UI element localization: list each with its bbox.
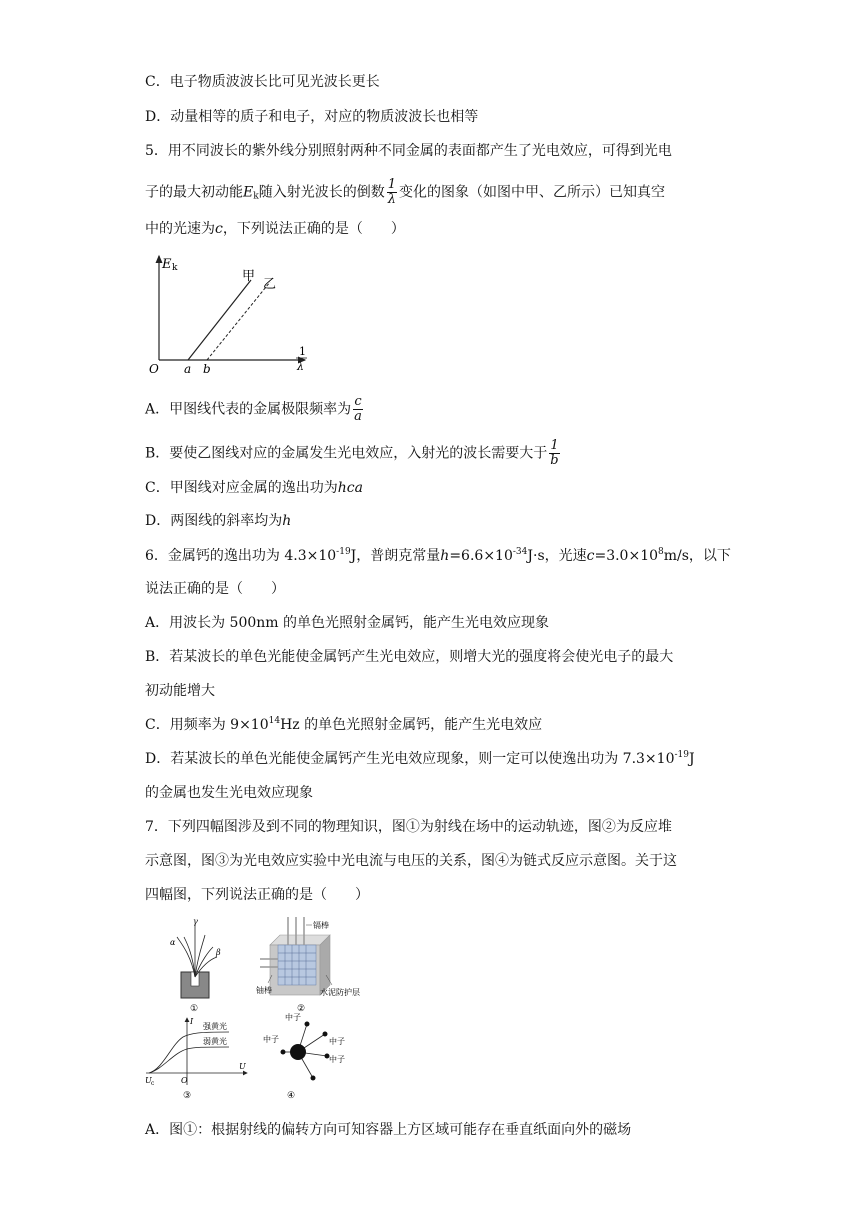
nucleus — [290, 1044, 306, 1060]
cadmium-rod-label: 镉棒 — [313, 921, 329, 930]
x-label-num: 1 — [299, 345, 306, 358]
q6-stem-line1: 6．金属钙的逸出功为 $4.3\times 10^{-19}J$，普朗克常量$h=6.6\times 10^{-34}J\cdot s$，光速$c=3.0\times 10^8m/s$，以下 — [145, 547, 731, 564]
q5-stem-line3: 中的光速为c，下列说法正确的是（ ） — [145, 221, 405, 237]
fig4-chain-reaction — [255, 1012, 355, 1102]
strong-light-label: 强黄光 — [203, 1022, 227, 1031]
concrete-layer-label: 水泥防护层 — [320, 988, 360, 997]
q6-option-a: A．用波长为 500nm 的单色光照射金属钙，能产生光电效应现象 — [145, 615, 550, 631]
fig2-number: ② — [297, 1004, 306, 1014]
q6-stem-line2: 说法正确的是（ ） — [145, 581, 285, 597]
q6-option-d-line1: D．若某波长的单色光能使金属钙产生光电效应现象，则一定可以使逸出功为 $7.3\times 10^{-19}J$ — [145, 750, 695, 767]
weak-light-label: 弱黄光 — [203, 1037, 227, 1046]
q5-option-b: B．要使乙图线对应的金属发生光电效应，入射光的波长需要大于 $\frac{1}{b}$ — [145, 438, 559, 468]
q5-option-c: C．甲图线对应金属的逸出功为hca — [145, 480, 363, 496]
beta-label: β — [216, 948, 221, 957]
fig3-iu-curves — [143, 1015, 253, 1100]
label-jia: 甲 — [242, 269, 256, 284]
neutron-label-2: 中子 — [263, 1035, 279, 1044]
y-label-sub: k — [172, 263, 178, 273]
q7-stem-line1: 7．下列四幅图涉及到不同的物理知识，图①为射线在场中的运动轨迹，图②为反应堆 — [145, 819, 672, 835]
q6-option-c: C．用频率为 $9\times 10^{14}Hz$ 的单色光照射金属钙，能产生光电效应 — [145, 716, 543, 733]
q6-option-b-line1: B．若某波长的单色光能使金属钙产生光电效应，则增大光的强度将会使光电子的最大 — [145, 649, 674, 665]
fig4-number: ④ — [287, 1091, 296, 1101]
current-axis-label: I — [190, 1017, 194, 1026]
q5-stem-line1: 5．用不同波长的紫外线分别照射两种不同金属的表面都产生了光电效应，可得到光电 — [145, 143, 672, 159]
x-label-den: λ — [297, 360, 304, 373]
origin-label: O — [149, 362, 159, 376]
fig3-number: ③ — [183, 1091, 192, 1100]
q5-stem-line2: 子的最大初动能$E_k$随入射光波长的倒数 $\frac{1}{\lambda}$ 变化的图象（如图中甲、乙所示）已知真空 — [145, 177, 665, 207]
alpha-label: α — [170, 938, 176, 947]
neutron-label-3: 中子 — [329, 1037, 345, 1046]
q7-stem-line3: 四幅图，下列说法正确的是（ ） — [145, 887, 369, 903]
label-yi: 乙 — [263, 277, 277, 292]
fig3-origin: O — [181, 1076, 188, 1085]
q6-option-b-line2: 初动能增大 — [145, 683, 215, 699]
fig1-ray-tracks — [165, 915, 235, 1015]
intercept-a: a — [184, 362, 192, 376]
voltage-axis-label: U — [239, 1062, 246, 1071]
q4-option-d: D．动量相等的质子和电子，对应的物质波波长也相等 — [145, 109, 479, 125]
q7-option-a: A．图①：根据射线的偏转方向可知容器上方区域可能存在垂直纸面向外的磁场 — [145, 1122, 632, 1138]
uranium-rod-label: 铀棒 — [256, 986, 272, 995]
q4-option-c: C．电子物质波波长比可见光波长更长 — [145, 74, 380, 90]
fig2-reactor — [250, 915, 370, 1015]
y-label: E — [162, 257, 172, 272]
fig1-number: ① — [190, 1004, 199, 1014]
q7-stem-line2: 示意图，图③为光电效应实验中光电流与电压的关系，图④为链式反应示意图。关于这 — [145, 853, 677, 869]
q5-option-d: D．两图线的斜率均为h — [145, 513, 292, 529]
neutron-label-4: 中子 — [329, 1055, 345, 1064]
intercept-b: b — [203, 362, 211, 376]
inverse-lambda-fraction: $\frac{1}{\lambda}$ — [387, 177, 396, 207]
neutron-label-1: 中子 — [285, 1013, 301, 1022]
q5-option-a: A．甲图线代表的金属极限频率为 $\frac{c}{a}$ — [145, 394, 362, 424]
cutoff-voltage-label: U — [145, 1076, 152, 1085]
q5-ek-graph — [145, 250, 325, 380]
gamma-label: γ — [193, 917, 198, 926]
line-jia — [188, 280, 251, 360]
line-yi — [207, 282, 270, 360]
cutoff-voltage-sub: c — [151, 1080, 155, 1087]
q6-option-d-line2: 的金属也发生光电效应现象 — [145, 785, 313, 801]
